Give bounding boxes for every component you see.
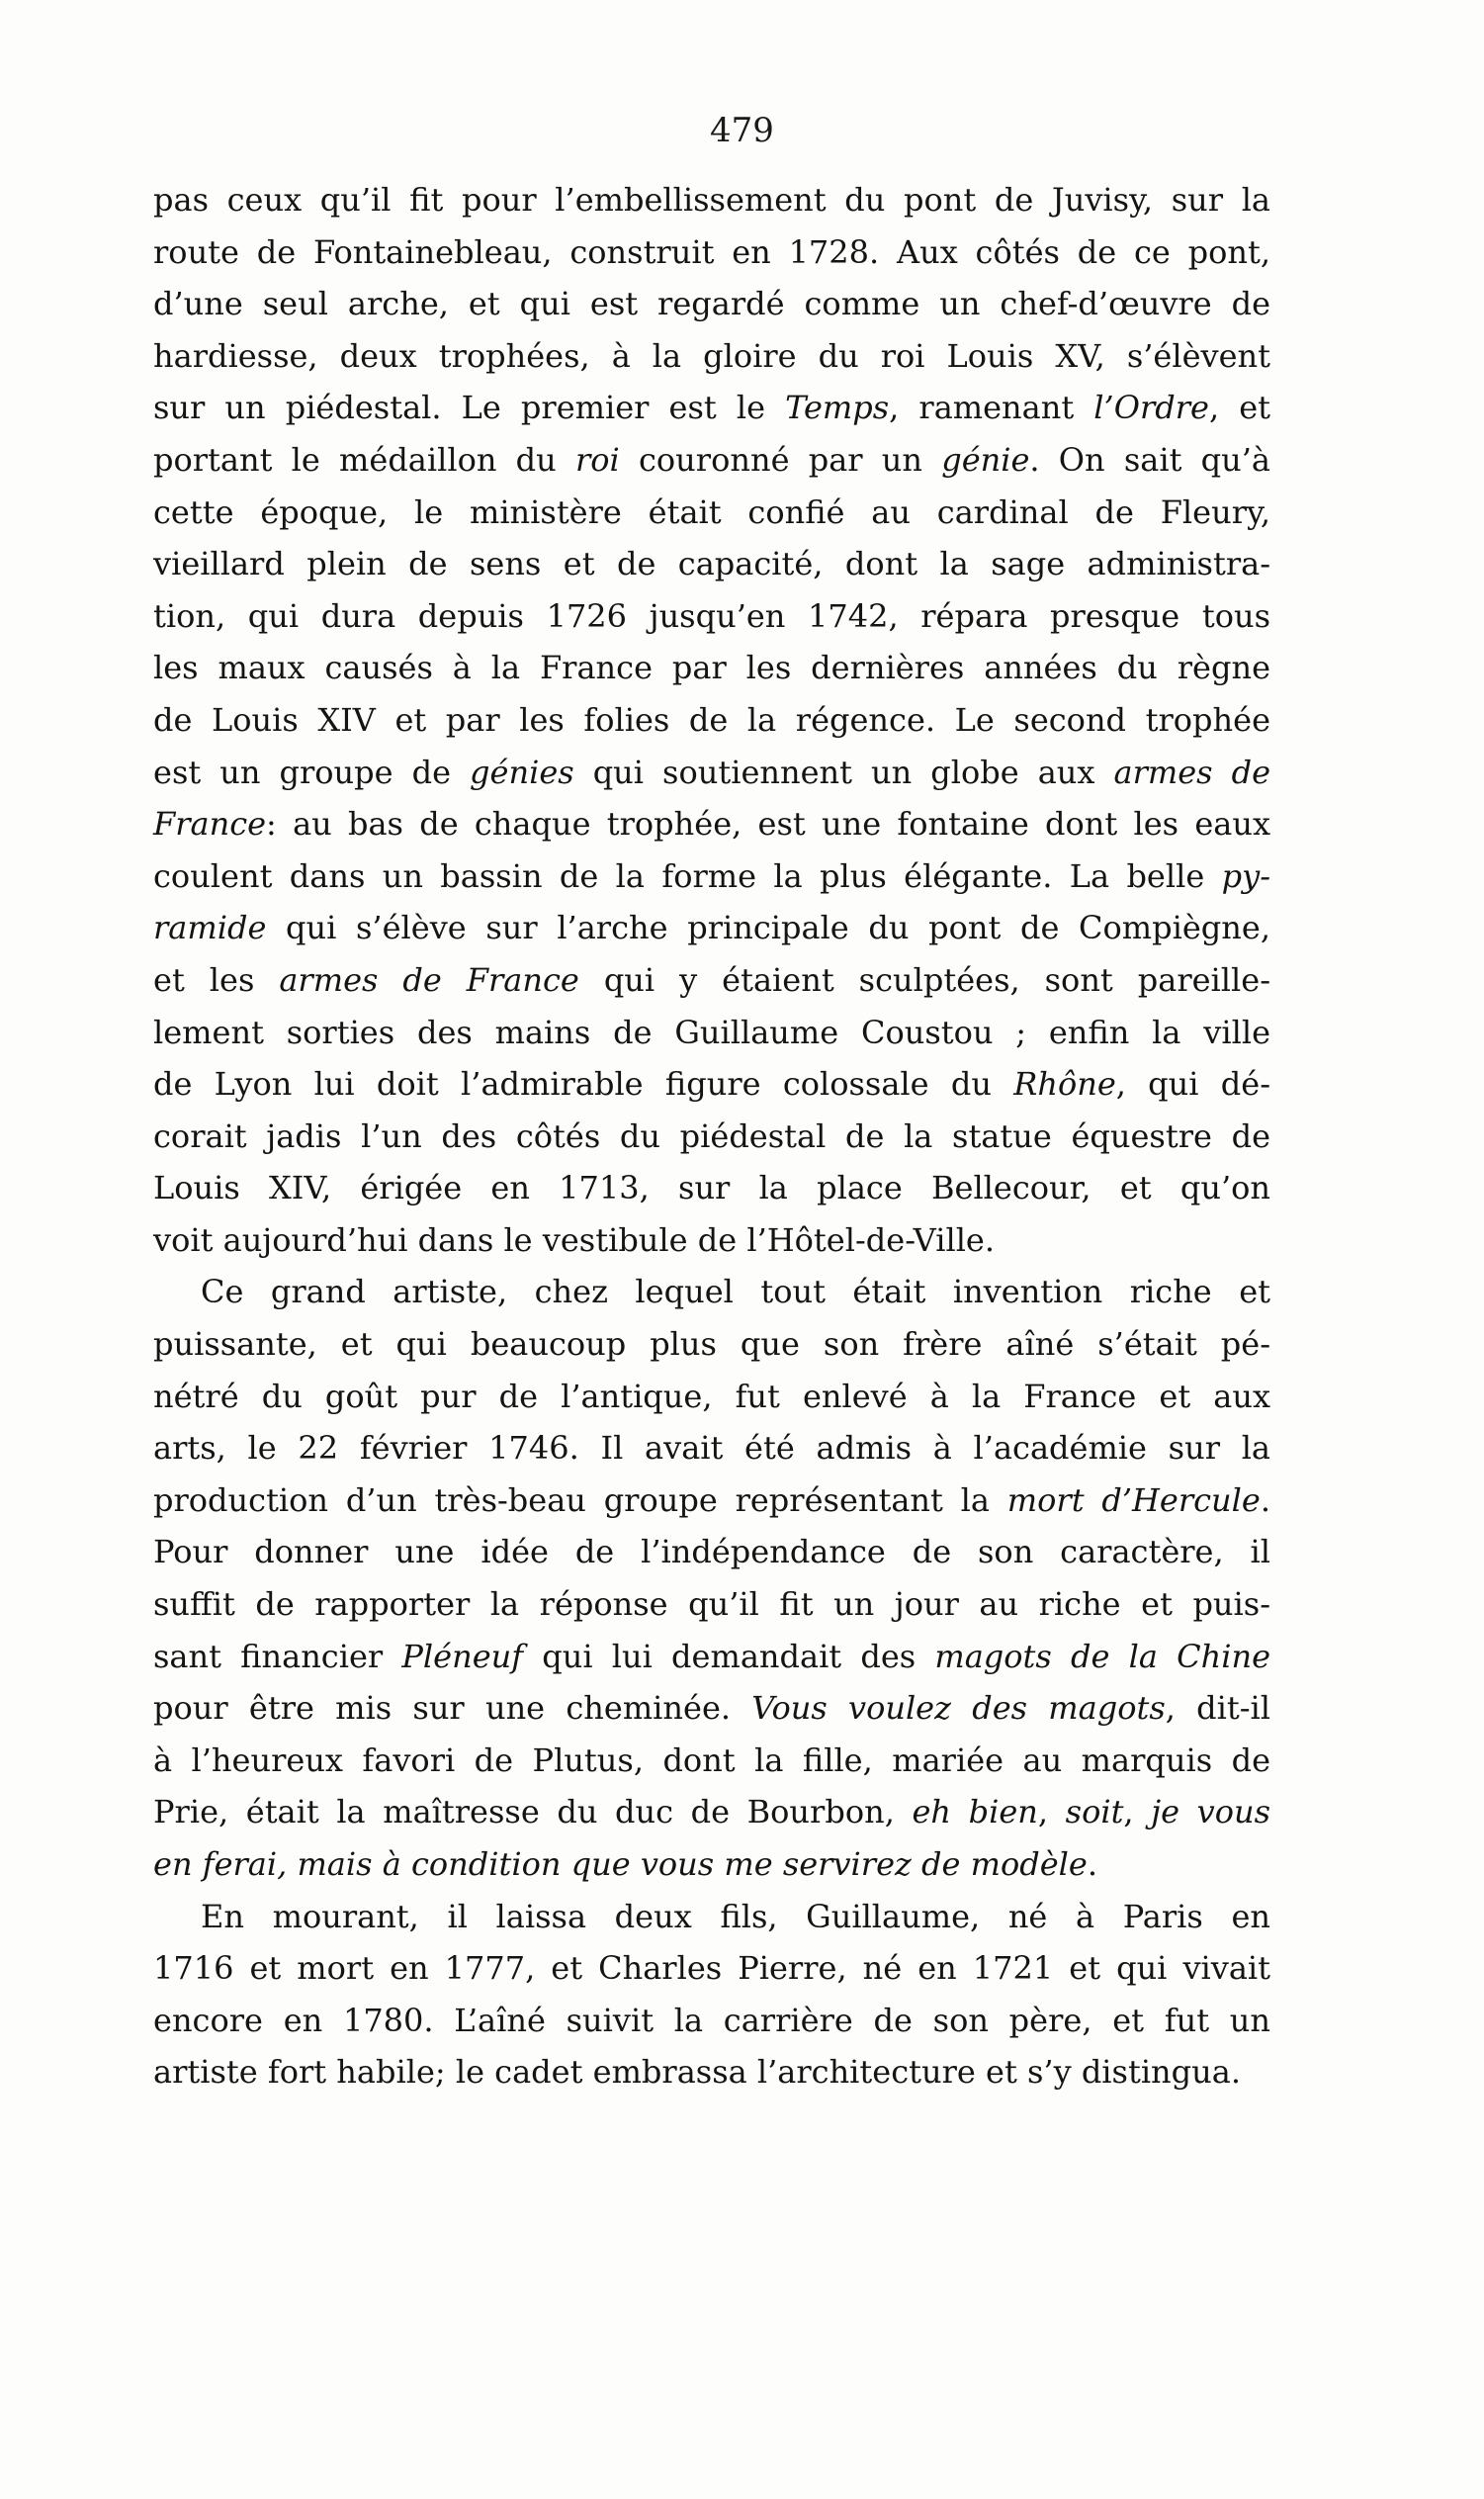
text-line (153, 2046, 1270, 2098)
text-line (153, 1111, 1270, 1163)
text-run: , (1037, 1793, 1066, 1831)
text-run: hardiesse, deux trophées, à la gloire du roi Louis XV, s’élèvent (153, 336, 1270, 375)
text-line (153, 1995, 1270, 2047)
text-run: 1716 et mort en 1777, et Charles Pierre, né en 1721 et qui vivait (153, 1949, 1270, 1988)
italic-text: roi (574, 440, 620, 479)
text-run: est un groupe de (153, 753, 471, 791)
text-line (153, 1942, 1270, 1995)
italic-text: Rhône (1013, 1065, 1116, 1104)
italic-text: Temps (785, 389, 890, 427)
paragraph-3 (153, 1891, 1270, 2098)
text-run: qui soutiennent un globe aux (573, 753, 1114, 791)
text-run: cette époque, le ministère était confié au cardinal de Fleury, (153, 492, 1270, 531)
italic-text: ramide (153, 909, 267, 947)
text-run: qui lui demandait des (523, 1637, 935, 1675)
text-line (153, 747, 1270, 799)
italic-text: Vous voulez des magots (751, 1689, 1166, 1728)
text-line (153, 954, 1270, 1007)
text-run: Louis XIV, érigée en 1713, sur la place Bellecour, et qu’on (153, 1169, 1270, 1207)
text-line (153, 1266, 1270, 1318)
text-run: Ce grand artiste, chez lequel tout était invention riche et (201, 1273, 1270, 1311)
text-line (153, 226, 1270, 279)
text-run: . (1087, 1845, 1098, 1883)
text-run: arts, le 22 février 1746. Il avait été admis à l’académie sur la (153, 1429, 1270, 1468)
italic-text: génies (470, 753, 574, 791)
page-number: 479 (710, 111, 774, 150)
text-run: pas ceux qu’il fit pour l’embellissement du pont de Juvisy, sur la (153, 181, 1270, 219)
text-line (153, 1786, 1270, 1838)
text-line (153, 487, 1270, 539)
text-line (153, 1318, 1270, 1371)
italic-text: je vous (1151, 1793, 1271, 1831)
text-run: artiste fort habile; le cadet embrassa l’architecture et s’y distingua. (153, 2053, 1241, 2092)
text-run: , dit-il (1165, 1689, 1270, 1728)
text-line (153, 174, 1270, 226)
text-line (153, 1214, 1270, 1267)
text-run: sant financier (153, 1637, 402, 1675)
text-run: , (1123, 1793, 1152, 1831)
text-run: : au bas de chaque trophée, est une fontaine dont les eaux (266, 805, 1270, 844)
text-line (153, 1007, 1270, 1059)
italic-text: armes de (1113, 753, 1271, 791)
text-line (153, 1371, 1270, 1423)
text-line (153, 382, 1270, 434)
text-run: d’une seul arche, et qui est regardé comme un chef-d’œuvre de (153, 285, 1270, 323)
text-line (153, 1891, 1270, 1943)
italic-text: en ferai, mais à condition que vous me servirez de modèle (153, 1845, 1088, 1883)
italic-text: armes de France (279, 960, 579, 999)
italic-text: mort d’Hercule (1006, 1480, 1261, 1519)
text-line (153, 902, 1270, 954)
body-text (153, 174, 1270, 2098)
text-line (153, 1526, 1270, 1578)
text-run: puissante, et qui beaucoup plus que son frère aîné s’était pé- (153, 1325, 1270, 1364)
text-run: Pour donner une idée de l’indépendance de son caractère, il (153, 1533, 1270, 1571)
text-line (153, 434, 1270, 487)
italic-text: eh bien (912, 1793, 1038, 1831)
text-line (153, 1474, 1270, 1527)
text-line (153, 1578, 1270, 1631)
text-run: couronné par un (619, 440, 942, 479)
text-line (153, 850, 1270, 903)
text-run: En mourant, il laissa deux fils, Guillaume, né à Paris en (201, 1897, 1270, 1935)
text-run: sur un piédestal. Le premier est le (153, 389, 786, 427)
text-run: qui y étaient sculptées, sont pareille- (578, 960, 1271, 999)
text-line (153, 1058, 1270, 1111)
text-line (153, 278, 1270, 330)
italic-text: France (153, 805, 267, 844)
text-run: et les (153, 960, 280, 999)
text-line (153, 1631, 1270, 1683)
text-run: , qui dé- (1115, 1065, 1271, 1104)
text-run: nétré du goût pur de l’antique, fut enlevé à la France et aux (153, 1377, 1270, 1415)
text-line (153, 1422, 1270, 1474)
paragraph-1 (153, 174, 1270, 1266)
text-line (153, 642, 1270, 694)
italic-text: py- (1221, 856, 1270, 895)
text-run: route de Fontainebleau, construit en 1728. Aux côtés de ce pont, (153, 232, 1270, 271)
text-run: portant le médaillon du (153, 440, 575, 479)
text-run: , ramenant (889, 389, 1094, 427)
text-run: lement sorties des mains de Guillaume Coustou ; enfin la ville (153, 1013, 1270, 1051)
text-run: voit aujourd’hui dans le vestibule de l’Hôtel-de-Ville. (153, 1220, 996, 1259)
italic-text: l’Ordre (1093, 389, 1209, 427)
text-run: suffit de rapporter la réponse qu’il fit un jour au riche et puis- (153, 1585, 1270, 1624)
text-run: , et (1208, 389, 1271, 427)
text-run: à l’heureux favori de Plutus, dont la fille, mariée au marquis de (153, 1740, 1270, 1779)
text-run: de Louis XIV et par les folies de la régence. Le second trophée (153, 700, 1270, 739)
text-line (153, 538, 1270, 590)
text-run: production d’un très-beau groupe représentant la (153, 1480, 1007, 1519)
text-run: vieillard plein de sens et de capacité, dont la sage administra- (153, 545, 1270, 583)
italic-text: génie (941, 440, 1030, 479)
text-run: Prie, était la maîtresse du duc de Bourbon, (153, 1793, 913, 1831)
text-line (153, 590, 1270, 643)
text-line (153, 694, 1270, 747)
text-run: encore en 1780. L’aîné suivit la carrière de son père, et fut un (153, 2001, 1270, 2039)
text-run: de Lyon lui doit l’admirable figure colossale du (153, 1065, 1014, 1104)
text-run: tion, qui dura depuis 1726 jusqu’en 1742, répara presque tous (153, 596, 1270, 635)
italic-text: Pléneuf (401, 1637, 524, 1675)
text-line (153, 1162, 1270, 1214)
paragraph-2 (153, 1266, 1270, 1890)
text-run: corait jadis l’un des côtés du piédestal de la statue équestre de (153, 1116, 1270, 1155)
text-run: pour être mis sur une cheminée. (153, 1689, 752, 1728)
text-run: coulent dans un bassin de la forme la plus élégante. La belle (153, 856, 1222, 895)
text-line (153, 798, 1270, 850)
text-run: les maux causés à la France par les dernières années du règne (153, 649, 1270, 687)
text-line (153, 330, 1270, 383)
text-line (153, 1838, 1270, 1891)
text-line (153, 1735, 1270, 1787)
text-run: . (1260, 1480, 1271, 1519)
text-line (153, 1682, 1270, 1735)
text-run: qui s’élève sur l’arche principale du pont de Compiègne, (266, 909, 1270, 947)
italic-text: magots de la Chine (934, 1637, 1270, 1675)
text-run: . On sait qu’à (1029, 440, 1271, 479)
italic-text: soit (1065, 1793, 1124, 1831)
